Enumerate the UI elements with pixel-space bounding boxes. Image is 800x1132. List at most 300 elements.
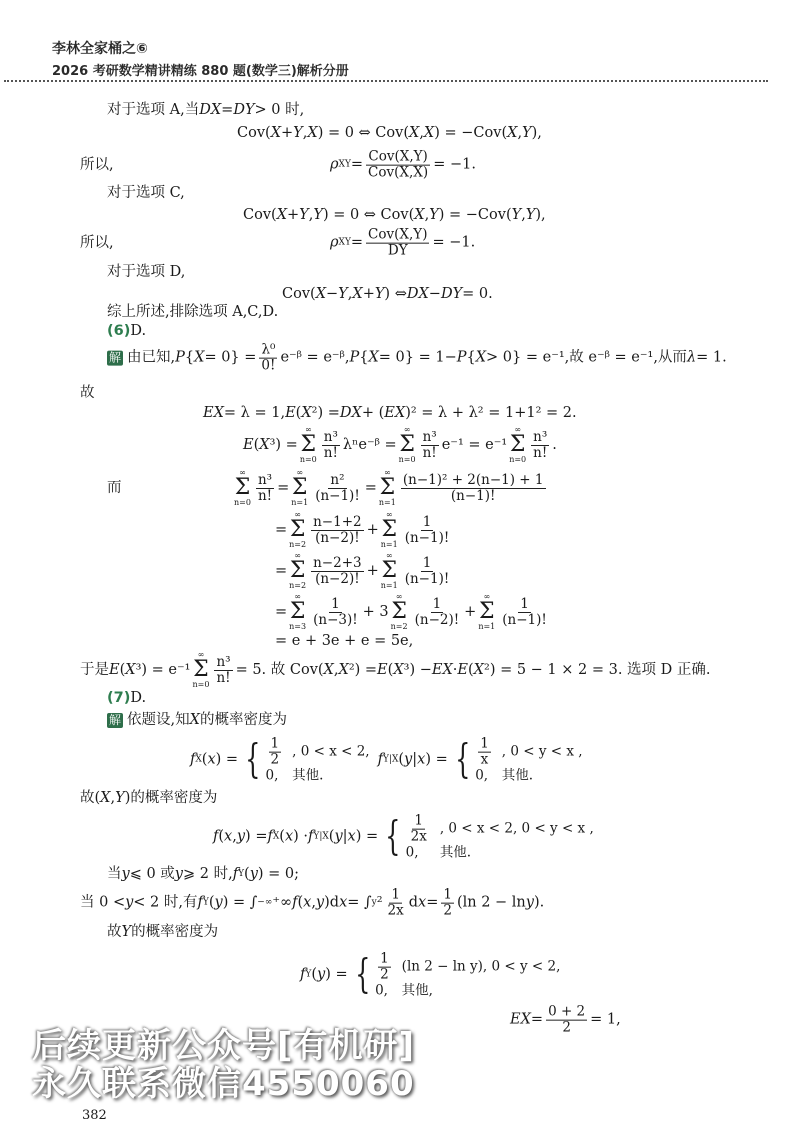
sum-upper-limit: ∞ [395, 592, 403, 601]
problem-number: (7) [107, 690, 131, 706]
text-line [107, 690, 146, 706]
case-cell [292, 737, 377, 768]
sum-upper-limit: ∞ [294, 592, 301, 601]
sum-lower-limit: n=1 [380, 540, 398, 549]
math-variable: Y [121, 924, 132, 940]
sum-upper-limit: ∞ [483, 592, 491, 601]
math-variable: ρ [330, 235, 339, 251]
sum-lower-limit: n=2 [289, 581, 307, 590]
text-run: > 0} = e⁻¹,故 e⁻ᵝ = e⁻¹,从而 [486, 350, 687, 366]
math-variable: y [334, 829, 343, 845]
subscript: Y|X [313, 832, 329, 842]
summation [300, 426, 317, 464]
text-run: ( [208, 895, 215, 911]
fraction-denominator: (n−1)! [404, 529, 450, 546]
text-run: ⩽ 0 或 [129, 866, 175, 882]
text-run: − [428, 286, 441, 302]
math-variable: DX [406, 286, 429, 302]
math-variable: Y [115, 790, 125, 806]
text-run: , [419, 125, 424, 141]
text-run: − [326, 286, 339, 302]
piecewise [240, 737, 378, 784]
sum-upper-limit: ∞ [403, 425, 411, 434]
text-line [80, 790, 217, 806]
fraction [366, 150, 430, 181]
subscript: Y|X [382, 755, 399, 765]
math-variable: X [259, 437, 270, 453]
math-variable: X [423, 125, 435, 141]
subscript: Y [202, 898, 209, 908]
text-line [107, 480, 122, 496]
case-cell [402, 982, 569, 998]
sum-lower-limit: n=1 [478, 622, 496, 631]
math-variable: X [323, 662, 334, 678]
math-variable: x [339, 895, 348, 911]
sum-upper-limit: ∞ [384, 468, 391, 477]
case-cell [502, 767, 591, 783]
fraction-denominator: (n−1)! [315, 487, 360, 504]
book-title: 2026 考研数学精讲精练 880 题(数学三)解析分册 [52, 64, 349, 79]
sigma-symbol: Σ [289, 517, 306, 542]
case-cell [375, 952, 402, 983]
text-run: = [426, 895, 439, 911]
brace: { [354, 952, 370, 998]
math-variable: x [284, 829, 294, 845]
math-variable: y [236, 829, 246, 845]
text-run: ) = [425, 752, 448, 768]
text-run: ( [311, 967, 317, 983]
math-variable: Y [313, 207, 323, 223]
text-line [190, 737, 591, 784]
text-run: ( [253, 437, 260, 453]
problem-number: (6) [107, 323, 131, 339]
fraction-numerator: 1 [520, 595, 529, 612]
sum-lower-limit: n=2 [289, 540, 307, 549]
fraction-denominator: DY [387, 242, 408, 259]
math-variable: X [189, 712, 200, 728]
text-run: = 0. [462, 286, 493, 302]
sigma-symbol: Σ [381, 517, 398, 542]
fraction-numerator: n³ [216, 653, 231, 670]
fraction [386, 888, 406, 919]
math-variable: Y [429, 207, 439, 223]
case-cell [402, 952, 569, 983]
text-run: ²) = [311, 405, 340, 421]
text-run: + [366, 563, 379, 579]
case-cell [475, 767, 502, 783]
fraction-numerator: 1 [270, 735, 280, 752]
text-run: ( [398, 752, 405, 768]
piecewise-case [375, 982, 568, 998]
math-variable: y [404, 752, 413, 768]
sigma-symbol: Σ [291, 475, 308, 500]
text-run: . [552, 437, 557, 453]
text-run: ), [531, 125, 542, 141]
math-variable: y [125, 895, 134, 911]
text-run: ³) = [269, 437, 298, 453]
page-number: 382 [82, 1108, 107, 1123]
text-run: 0, [405, 844, 419, 861]
text-run: , [311, 895, 316, 911]
fraction-numerator: 1 [480, 735, 489, 752]
text-run: ( [279, 829, 285, 845]
text-run: ( [328, 829, 335, 845]
text-run: )的概率密度为 [124, 790, 218, 806]
text-run: ( [244, 866, 250, 882]
fraction [403, 515, 452, 546]
math-variable: X [270, 125, 282, 141]
text-line [203, 405, 577, 421]
math-variable: Y [338, 286, 348, 302]
subscript: X [195, 755, 202, 765]
text-run: ) = [355, 829, 379, 845]
fraction [256, 473, 274, 504]
text-run: (ln 2 − ln [456, 895, 526, 911]
text-line [275, 593, 552, 631]
math-variable: X [475, 350, 487, 366]
text-run: ⩾ 2 时, [183, 866, 233, 882]
text-line [107, 712, 287, 728]
summation [478, 593, 495, 631]
sigma-symbol: Σ [391, 599, 407, 624]
text-line [80, 385, 95, 401]
text-line [107, 323, 146, 339]
piecewise-case [406, 844, 602, 860]
math-variable: y [525, 895, 534, 911]
math-variable: y [315, 895, 325, 911]
text-run: ) = [215, 752, 239, 768]
text-run: ²) = 5 − 1 × 2 = 3. 选项 D 正确. [484, 662, 711, 678]
text-line [275, 552, 454, 590]
sum-lower-limit: n=1 [378, 498, 396, 507]
fraction-numerator: 0 + 2 [548, 1003, 586, 1020]
text-run: ) = −Cov( [434, 125, 508, 141]
fraction [311, 515, 364, 546]
fraction [441, 888, 454, 919]
fraction-numerator: n−2+3 [313, 554, 362, 571]
piecewise [350, 952, 569, 999]
text-run: = [364, 480, 377, 496]
math-variable: P [456, 350, 467, 366]
piecewise-case [475, 737, 590, 768]
math-variable: y [249, 866, 258, 882]
piecewise-cases [475, 737, 590, 784]
text-run: 其他, [401, 982, 433, 999]
text-run: = −1. [433, 157, 476, 173]
math-variable: x [207, 752, 216, 768]
text-run: D. [130, 323, 147, 339]
subscript: −∞ [257, 898, 273, 908]
subscript: X [272, 832, 280, 842]
text-run: 对于选项 A,当 [107, 102, 200, 118]
text-run: λⁿe⁻ᵝ = [342, 437, 397, 453]
math-variable: Y [525, 207, 536, 223]
fraction-numerator: 1 [414, 812, 423, 829]
text-line [330, 150, 476, 181]
case-cell [266, 737, 293, 768]
sum-lower-limit: n=0 [234, 498, 251, 507]
text-run: , [308, 207, 314, 223]
text-run: = 1, [590, 1012, 621, 1028]
text-run: )d [324, 895, 340, 911]
watermark-line-1: 后续更新公众号[有机研] [32, 1026, 416, 1066]
text-run: = [530, 1012, 544, 1028]
fraction-denominator: (n−2)! [414, 611, 460, 628]
fraction-numerator: 1 [391, 886, 400, 903]
fraction-numerator: 1 [432, 595, 442, 612]
fraction-denominator: 2 [562, 1019, 571, 1036]
text-run: = 0} = [204, 350, 257, 366]
sum-upper-limit: ∞ [304, 425, 312, 434]
fraction [366, 228, 429, 259]
text-run: = λ = 1, [223, 405, 286, 421]
text-run: ( [295, 405, 302, 421]
math-variable: DY [440, 286, 463, 302]
math-variable: X [194, 350, 205, 366]
text-run: d [408, 895, 419, 911]
text-run: = [275, 604, 288, 620]
fraction [311, 556, 364, 587]
fraction-denominator: (n−2)! [315, 529, 360, 546]
fraction-numerator: 1 [331, 595, 340, 612]
math-variable: EX [510, 1012, 531, 1028]
text-run: ) = 0 ⇔ Cov( [322, 207, 415, 223]
math-variable: E [457, 662, 468, 678]
fraction-numerator: 1 [422, 554, 432, 571]
math-variable: X [393, 662, 404, 678]
text-line [275, 633, 413, 649]
fraction [313, 473, 362, 504]
sum-lower-limit: n=3 [289, 622, 307, 631]
text-line [282, 286, 493, 302]
text-run: ⁺∞ [272, 895, 293, 911]
summation [289, 593, 306, 631]
math-variable: X [301, 405, 312, 421]
text-run: 而 [107, 480, 122, 496]
text-line [275, 511, 454, 549]
math-variable: X [100, 790, 111, 806]
summation [379, 469, 396, 507]
text-run: > 0 时, [254, 102, 305, 118]
fraction-denominator: Cov(X,X) [368, 164, 429, 181]
piecewise-cases [406, 814, 602, 861]
sigma-symbol: Σ [289, 599, 306, 624]
piecewise-case [375, 952, 568, 983]
text-run: 对于选项 C, [107, 185, 185, 201]
text-run: )² = λ + λ² = 1+1² = 2. [405, 405, 577, 421]
fraction-denominator: n! [533, 444, 548, 461]
math-variable: EX [431, 662, 453, 678]
text-run: < 2 时,有 [133, 895, 198, 911]
math-variable: Y [293, 125, 303, 141]
text-run: = 1. [696, 350, 727, 366]
fraction-denominator: (n−1)! [502, 611, 547, 628]
math-variable: E [377, 662, 388, 678]
math-variable: X [507, 125, 518, 141]
text-run: , [347, 286, 353, 302]
sigma-symbol: Σ [479, 599, 495, 624]
fraction [478, 737, 491, 768]
math-variable: x [347, 829, 356, 845]
piecewise [380, 814, 602, 861]
fraction-denominator: n! [216, 669, 231, 686]
text-run: 综上所述,排除选项 A,C,D. [107, 304, 279, 320]
math-variable: EX [384, 405, 406, 421]
subscript: y [371, 898, 377, 908]
math-variable: E [285, 405, 296, 421]
text-run: + [464, 604, 477, 620]
math-variable: y [121, 866, 130, 882]
text-run: ( [201, 752, 208, 768]
math-variable: ρ [330, 157, 339, 173]
case-cell [375, 982, 402, 998]
math-variable: f [292, 895, 298, 911]
text-run: 的概率密度为 [199, 712, 287, 728]
piecewise-case [475, 767, 590, 783]
text-run: = −1. [432, 235, 476, 251]
fraction-numerator: n² [330, 471, 345, 488]
math-variable: X [276, 207, 288, 223]
fraction-numerator: n³ [422, 428, 437, 445]
text-line [107, 866, 299, 882]
text-line [80, 651, 711, 689]
text-run: + [287, 207, 300, 223]
text-run: 故( [80, 790, 101, 806]
brace: { [454, 737, 471, 783]
text-run: | [412, 752, 418, 768]
summation [192, 651, 209, 689]
text-run: 其他. [501, 767, 534, 784]
fraction [259, 343, 277, 374]
text-run: ²) = [348, 662, 378, 678]
sum-lower-limit: n=0 [398, 455, 416, 464]
summation [399, 426, 416, 464]
sigma-symbol: Σ [379, 475, 396, 500]
text-line [80, 157, 114, 173]
fraction-denominator: 2 [380, 966, 389, 983]
fraction-numerator: λ⁰ [261, 341, 276, 358]
math-variable: X [307, 125, 318, 141]
text-run: { [184, 350, 195, 366]
math-variable: f [197, 895, 203, 911]
fraction [401, 473, 546, 504]
text-run: ), [535, 207, 546, 223]
solution-badge: 解 [109, 712, 122, 727]
text-line [107, 924, 218, 940]
fraction-numerator: n³ [533, 428, 548, 445]
text-run: = [350, 157, 364, 173]
math-variable: DX [339, 405, 362, 421]
text-run: , [232, 829, 237, 845]
math-variable: X [352, 286, 363, 302]
fraction [378, 952, 391, 983]
math-variable: f [377, 752, 383, 768]
fraction [322, 430, 340, 461]
text-line [107, 102, 304, 118]
math-variable: X [315, 286, 327, 302]
text-run: 所以, [80, 157, 114, 173]
math-variable: E [243, 437, 254, 453]
text-run: = ∫ [347, 895, 372, 911]
text-run: ) = [325, 967, 348, 983]
math-variable: f [213, 829, 219, 845]
text-run: , [521, 207, 526, 223]
sum-upper-limit: ∞ [239, 468, 246, 477]
math-variable: x [418, 895, 427, 911]
text-line [80, 888, 544, 919]
math-variable: λ [686, 350, 697, 366]
summation [509, 426, 526, 464]
fraction-numerator: 1 [443, 886, 452, 903]
fraction-denominator: 0! [261, 357, 276, 374]
text-run: 所以, [80, 235, 114, 251]
text-run: e⁻¹ = e⁻¹ [441, 437, 508, 453]
text-run: ³) = e⁻¹ [135, 662, 191, 678]
case-cell [475, 737, 502, 768]
text-run: | [342, 829, 348, 845]
fraction [531, 430, 549, 461]
sum-upper-limit: ∞ [294, 510, 301, 519]
text-line [107, 185, 185, 201]
text-run: + [362, 286, 375, 302]
subscript: XY [338, 160, 351, 170]
text-run: 其他. [439, 844, 472, 861]
math-variable: y [174, 866, 183, 882]
fraction-numerator: 1 [380, 950, 389, 967]
sum-lower-limit: n=0 [299, 455, 317, 464]
math-variable: DX [199, 102, 222, 118]
math-variable: Y [374, 286, 385, 302]
math-variable: x [303, 895, 312, 911]
text-run: , 0 < x < 2, [292, 744, 370, 760]
sigma-symbol: Σ [381, 558, 398, 583]
series-title: 李林全家桶之⑥ [52, 41, 148, 57]
text-run: 依题设,知 [127, 712, 190, 728]
fraction-numerator: Cov(X,Y) [368, 226, 428, 243]
fraction-denominator: n! [422, 444, 437, 461]
fraction-numerator: n³ [323, 428, 338, 445]
text-run: ) = 0; [257, 866, 300, 882]
sum-upper-limit: ∞ [296, 468, 304, 477]
math-variable: X [408, 125, 420, 141]
summation [291, 469, 308, 507]
summation [289, 552, 306, 590]
fraction [403, 556, 452, 587]
sigma-symbol: Σ [300, 432, 317, 457]
math-variable: DY [233, 102, 255, 118]
text-line [80, 235, 114, 251]
text-run: ) · [293, 829, 309, 845]
math-variable: y [214, 895, 223, 911]
sigma-symbol: Σ [399, 432, 415, 457]
text-run: ) = ∫ [222, 895, 258, 911]
summation [381, 511, 398, 549]
text-run: = [221, 102, 234, 118]
case-cell [406, 844, 440, 860]
fraction [409, 814, 429, 845]
case-cell [502, 737, 591, 768]
text-run: 0, [375, 982, 388, 999]
text-line [232, 469, 549, 507]
fraction [311, 597, 360, 628]
text-run: ) = −Cov( [438, 207, 512, 223]
text-line [107, 264, 185, 280]
summation [234, 469, 251, 507]
text-run: = 5. 故 Cov( [235, 662, 324, 678]
piecewise-case [266, 737, 378, 768]
text-run: , 0 < y < x , [501, 744, 583, 760]
text-run: (ln 2 − ln y), 0 < y < 2, [401, 959, 561, 975]
